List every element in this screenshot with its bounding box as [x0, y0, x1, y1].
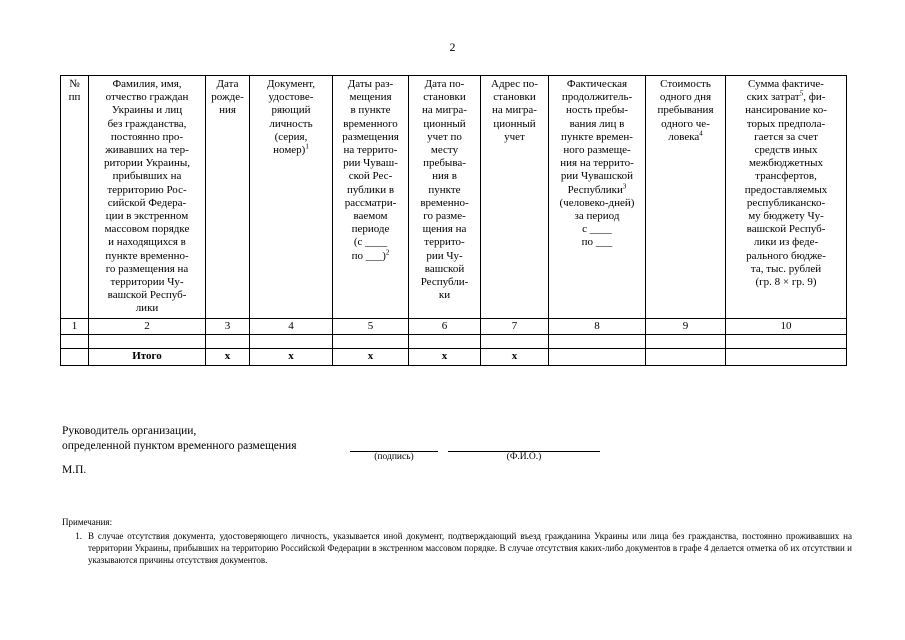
footnote-ref: 2: [385, 247, 390, 256]
header-cell: [726, 76, 847, 319]
header-cell: [89, 76, 206, 319]
footnote-ref: 4: [699, 129, 703, 138]
signature-title-line1: Руководитель организации,: [62, 425, 197, 437]
header-cell: [549, 76, 646, 319]
column-number-row: [61, 318, 847, 334]
column-number: 10: [726, 318, 847, 334]
footnote-ref: 1: [305, 142, 309, 151]
header-cell: [333, 76, 409, 319]
total-cell: [549, 348, 646, 365]
header-text: № пп: [68, 78, 81, 104]
column-number: 3: [206, 318, 250, 334]
header-cell: [61, 76, 89, 319]
table-cell: [206, 334, 250, 348]
header-text: Дата по- становки на мигра- ционный учет по месту пребыва- ния в пункте временно- го разме- щения на террито- рии Чу- вашской Республи- ки: [420, 78, 469, 302]
column-number: 9: [646, 318, 726, 334]
total-row: [61, 348, 847, 365]
header-text-cont: (человеко-дней) за период с ____ по ___: [559, 196, 635, 249]
header-cell: [409, 76, 481, 319]
notes-section: [62, 516, 852, 566]
header-cell: [250, 76, 333, 319]
note-text: В случае отсутствия документа, удостоверяющего личность, указывается иной документ, подтверждающий въезд гражданина Украины или лица без гражданства, постоянно проживавших на территории Украины, прибывших на территорию Российской Федерации в экстренном массовом порядке. В случае отсутствия каких-либо документов в графе 4 делается отметка об их отсутствии и указываются причины отсутствия документов.: [88, 531, 852, 565]
header-text: Сумма фактиче- ских затрат: [746, 78, 824, 104]
name-caption: (Ф.И.О.): [506, 452, 542, 462]
header-text-cont: , фи- нансирование ко- торых предпола- гается за счет средств иных межбюджетных трансфертов, предоставляемых республиканско- му бюджету Чу- вашской Респуб- лики из феде- рального бюдже- та, тыс. рублей (гр. 8 × гр. 9): [744, 91, 828, 289]
column-number: 4: [250, 318, 333, 334]
footnote-ref: 3: [622, 181, 627, 190]
table-cell: [726, 334, 847, 348]
table-cell: [481, 334, 549, 348]
total-cell: [726, 348, 847, 365]
note-item: [62, 530, 852, 566]
signature-title-line2: определенной пунктом временного размещения: [62, 440, 297, 452]
total-cell: х: [333, 348, 409, 365]
notes-title: Примечания:: [62, 517, 113, 527]
page-number: 2: [449, 40, 456, 54]
total-cell: х: [206, 348, 250, 365]
header-text: Фамилия, имя, отчество граждан Украины и лиц без гражданства, постоянно про- живавших на тер- ритории Украины, прибывших на территорию Рос- сийской Федера- ции в экстренном массовом порядке и находящихся в пункте временно- го размещения на территории Чу- вашской Респуб- лики: [103, 78, 191, 315]
header-cell: [646, 76, 726, 319]
footnote-ref: 5: [799, 89, 804, 98]
header-text: Дата рожде- ния: [211, 78, 244, 117]
header-cell: [206, 76, 250, 319]
total-cell: х: [250, 348, 333, 365]
header-row: [61, 76, 847, 319]
column-number: 8: [549, 318, 646, 334]
header-text: Стоимость одного дня пребывания одного че- ловека: [657, 78, 714, 143]
signature-caption: (подпись): [374, 452, 414, 462]
empty-data-row: [61, 334, 847, 348]
stamp-place: М.П.: [62, 464, 87, 476]
column-number: 7: [481, 318, 549, 334]
header-text: Адрес по- становки на мигра- ционный учет: [491, 78, 538, 143]
total-label: Итого: [89, 348, 206, 365]
header-text: Документ, удостове- ряющий личность (серия, номер): [266, 78, 315, 157]
header-text: Фактическая продолжитель- ность пребы- вания лиц в пункте времен- ного размеще- ния на террито- рии Чувашской Республики: [560, 78, 634, 196]
table-cell: [250, 334, 333, 348]
total-cell: х: [481, 348, 549, 365]
column-number: 1: [61, 318, 89, 334]
table-cell: [333, 334, 409, 348]
table-cell: [89, 334, 206, 348]
refugee-accommodation-table: [60, 75, 847, 366]
column-number: 6: [409, 318, 481, 334]
total-cell: х: [409, 348, 481, 365]
total-cell: [646, 348, 726, 365]
table-cell: [409, 334, 481, 348]
note-index: 1.: [75, 531, 82, 541]
column-number: 5: [333, 318, 409, 334]
header-text: Даты раз- мещения в пункте временного размещения на террито- рии Чуваш- ской Рес- публики в рассматри- ваемом периоде (с ____ по ___): [342, 78, 399, 262]
header-cell: [481, 76, 549, 319]
table-cell: [549, 334, 646, 348]
table-cell: [646, 334, 726, 348]
column-number: 2: [89, 318, 206, 334]
table-cell: [61, 334, 89, 348]
signature-block: [62, 424, 297, 454]
total-cell: [61, 348, 89, 365]
